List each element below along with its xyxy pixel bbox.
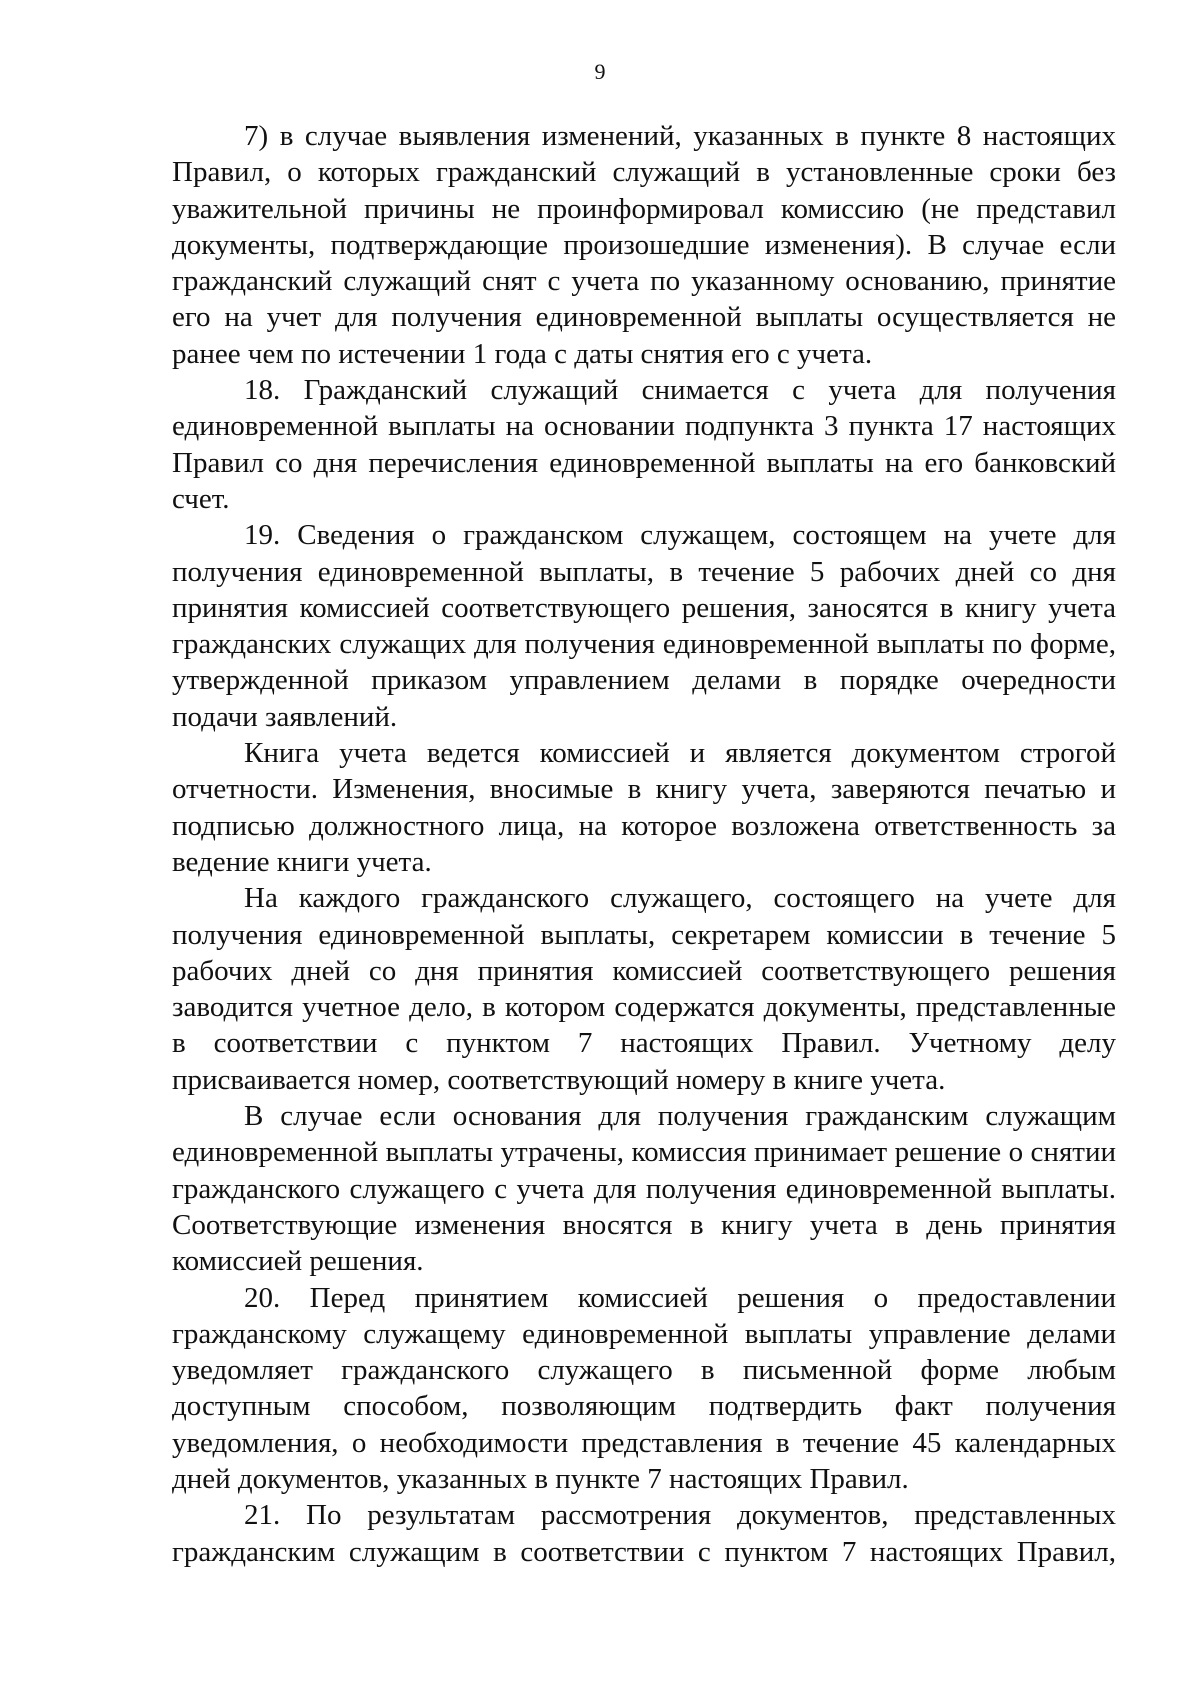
paragraph-21: 21. По результатам рассмотрения документов, представленных гражданским служащим в соответствии с пунктом 7 настоящих Правил, (172, 1499, 1116, 1568)
paragraph-ledger: Книга учета ведется комиссией и является документом строгой отчетности. Изменения, вносимые в книгу учета, заверяются печатью и подписью должностного лица, на которое возложена ответственность за ведение книги учета. (172, 737, 1116, 878)
paragraph-18: 18. Гражданский служащий снимается с учета для получения единовременной выплаты на основании подпункта 3 пункта 17 настоящих Правил со дня перечисления единовременной выплаты на его банковский счет. (172, 374, 1116, 515)
paragraph-case-file: На каждого гражданского служащего, состоящего на учете для получения единовременной выплаты, секретарем комиссии в течение 5 рабочих дней со дня принятия комиссией соответствующего решения заводится учетное дело, в котором содержатся документы, представленные в соответствии с пунктом 7 настоящих Правил. Учетному делу присваивается номер, соответствующий номеру в книге учета. (172, 882, 1116, 1096)
document-body (172, 118, 1116, 1570)
page-number: 9 (594, 59, 606, 84)
paragraph-20: 20. Перед принятием комиссией решения о предоставлении гражданскому служащему единовременной выплаты управление делами уведомляет гражданского служащего в письменной форме любым доступным способом, позволяющим подтвердить факт получения уведомления, о необходимости представления в течение 45 календарных дней документов, указанных в пункте 7 настоящих Правил. (172, 1281, 1116, 1495)
paragraph-7-subitem: 7) в случае выявления изменений, указанных в пункте 8 настоящих Правил, о которых гражданский служащий в установленные сроки без уважительной причины не проинформировал комиссию (не представил документы, подтверждающие произошедшие изменения). В случае если гражданский служащий снят с учета по указанному основанию, принятие его на учет для получения единовременной выплаты осуществляется не ранее чем по истечении 1 года с даты снятия его с учета. (172, 120, 1116, 370)
paragraph-19: 19. Сведения о гражданском служащем, состоящем на учете для получения единовременной выплаты, в течение 5 рабочих дней со дня принятия комиссией соответствующего решения, заносятся в книгу учета гражданских служащих для получения единовременной выплаты по форме, утвержденной приказом управлением делами в порядке очередности подачи заявлений. (172, 519, 1116, 733)
paragraph-deregistration: В случае если основания для получения гражданским служащим единовременной выплаты утрачены, комиссия принимает решение о снятии гражданского служащего с учета для получения единовременной выплаты. Соответствующие изменения вносятся в книгу учета в день принятия комиссией решения. (172, 1100, 1116, 1278)
